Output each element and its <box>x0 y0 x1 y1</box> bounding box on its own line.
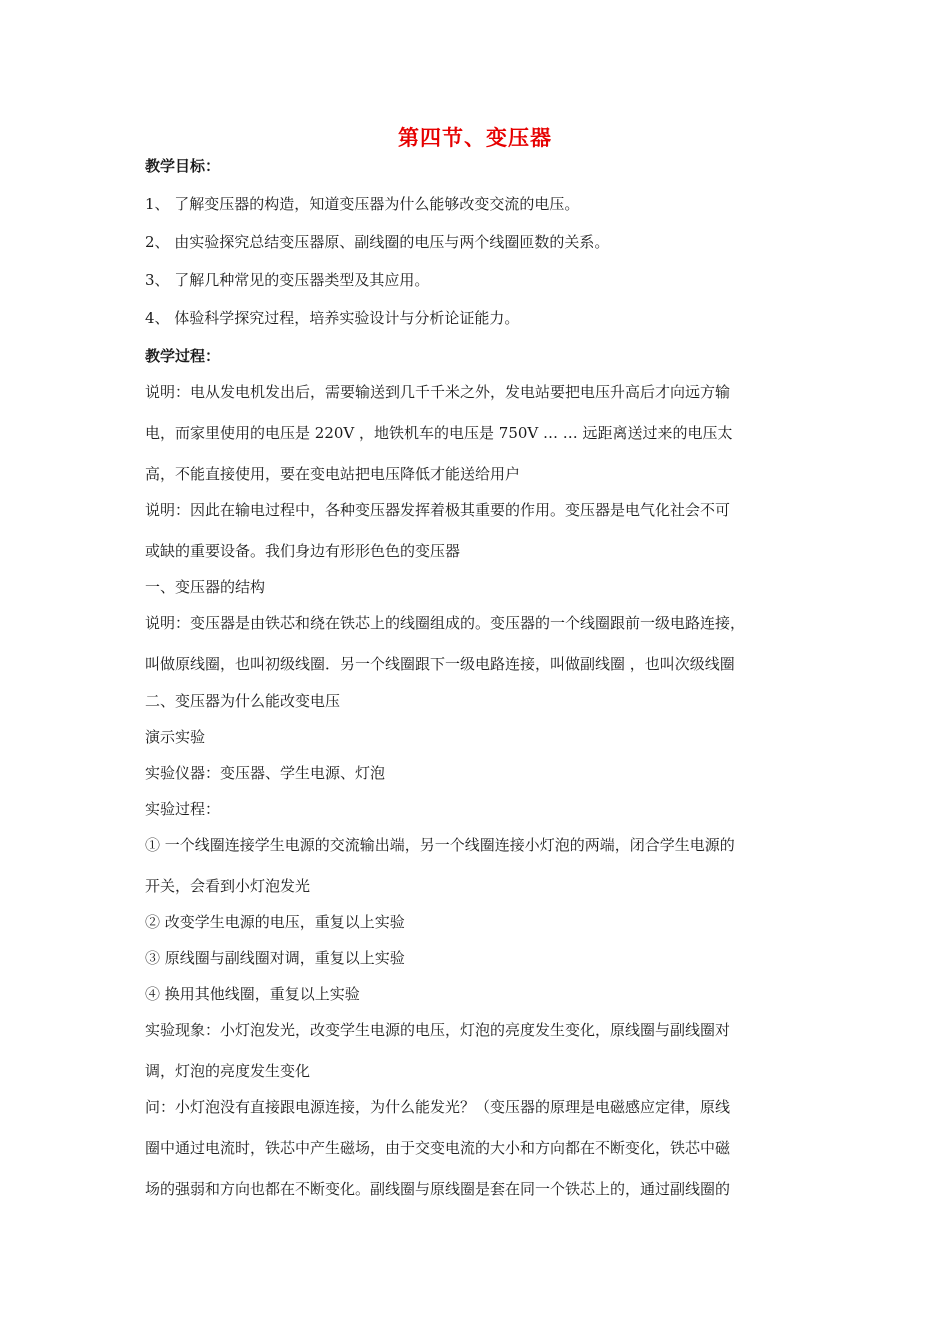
apparatus-line: 实验仪器：变压器、学生电源、灯泡 <box>145 764 386 782</box>
paragraph-line: 高，不能直接使用，要在变电站把电压降低才能送给用户 <box>145 465 521 483</box>
question-line: 圈中通过电流时，铁芯中产生磁场，由于交变电流的大小和方向都在不断变化，铁芯中磁 <box>145 1139 731 1157</box>
step-line: ② 改变学生电源的电压，重复以上实验 <box>145 913 405 931</box>
step-line: ③ 原线圈与副线圈对调，重复以上实验 <box>145 949 405 967</box>
objective-item: 1、 了解变压器的构造，知道变压器为什么能够改变交流的电压。 <box>145 195 580 213</box>
phenomenon-line: 实验现象：小灯泡发光，改变学生电源的电压，灯泡的亮度发生变化，原线圈与副线圈对 <box>145 1021 731 1039</box>
procedure-label: 实验过程： <box>145 800 221 818</box>
page-title: 第四节、变压器 <box>398 126 552 150</box>
question-line: 问：小灯泡没有直接跟电源连接，为什么能发光？（变压器的原理是电磁感应定律，原线 <box>145 1098 731 1116</box>
objective-item: 3、 了解几种常见的变压器类型及其应用。 <box>145 271 430 289</box>
paragraph-line: 或缺的重要设备。我们身边有形形色色的变压器 <box>145 542 461 560</box>
step-line: 开关，会看到小灯泡发光 <box>145 877 311 895</box>
paragraph-line: 说明：电从发电机发出后，需要输送到几千千米之外，发电站要把电压升高后才向远方输 <box>145 383 731 401</box>
objective-item: 2、 由实验探究总结变压器原、副线圈的电压与两个线圈匝数的关系。 <box>145 233 610 251</box>
demo-label: 演示实验 <box>145 728 206 746</box>
section-heading: 一、变压器的结构 <box>145 578 266 596</box>
paragraph-line: 叫做原线圈，也叫初级线圈．另一个线圈跟下一级电路连接，叫做副线圈 ，也叫次级线圈 <box>145 655 735 673</box>
objective-item: 4、 体验科学探究过程，培养实验设计与分析论证能力。 <box>145 309 520 327</box>
objectives-heading: 教学目标： <box>145 157 221 175</box>
process-heading: 教学过程： <box>145 347 221 365</box>
paragraph-line: 电，而家里使用的电压是 220V ，地铁机车的电压是 750V … … 远距离送过来的电压太 <box>145 424 733 442</box>
section-heading: 二、变压器为什么能改变电压 <box>145 692 341 710</box>
paragraph-line: 说明：因此在输电过程中，各种变压器发挥着极其重要的作用。变压器是电气化社会不可 <box>145 501 731 519</box>
step-line: ④ 换用其他线圈，重复以上实验 <box>145 985 360 1003</box>
step-line: ① 一个线圈连接学生电源的交流输出端，另一个线圈连接小灯泡的两端，闭合学生电源的 <box>145 836 735 854</box>
question-line: 场的强弱和方向也都在不断变化。副线圈与原线圈是套在同一个铁芯上的，通过副线圈的 <box>145 1180 731 1198</box>
paragraph-line: 说明：变压器是由铁芯和绕在铁芯上的线圈组成的。变压器的一个线圈跟前一级电路连接， <box>145 614 746 632</box>
phenomenon-line: 调，灯泡的亮度发生变化 <box>145 1062 311 1080</box>
